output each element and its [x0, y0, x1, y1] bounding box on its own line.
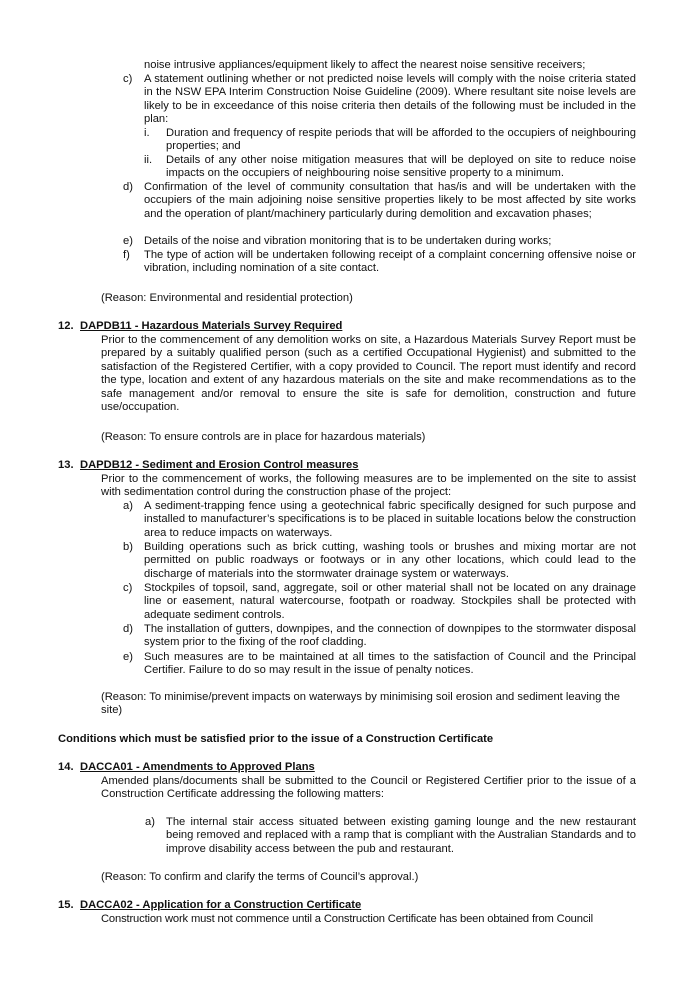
list-text: Stockpiles of topsoil, sand, aggregate, soil or other material shall not be located on any drainage line or easement, natural watercourse, footpath or roadway. Stockpiles shall be protected with adequate sediment controls. [144, 582, 636, 621]
list-label: f) [123, 249, 130, 261]
condition-number: 14. [58, 761, 74, 773]
sub-text: Details of any other noise mitigation measures that will be deployed on site to reduce noise impacts on the occupiers of neighbouring noise sensitive property to a minimum. [166, 154, 636, 180]
list-label: a) [123, 500, 133, 512]
list-item-c [123, 73, 636, 127]
list-text: A sediment-trapping fence using a geotechnical fabric specifically designed for such purpose and installed to manufacturer’s specifications is to be placed in suitable locations below the construction area to reduce impacts on waterways. [144, 500, 636, 539]
list-item-a [145, 816, 636, 856]
list-label: e) [123, 651, 133, 663]
section-heading: Conditions which must be satisfied prior to the issue of a Construction Certificate [58, 733, 494, 745]
sub-item-i [144, 127, 636, 154]
sub-text: Duration and frequency of respite periods that will be afforded to the occupiers of neighbouring properties; and [166, 127, 636, 153]
list-item-f [123, 249, 636, 276]
condition-number: 12. [58, 320, 74, 332]
list-item-c [123, 582, 636, 622]
list-label: e) [123, 235, 133, 247]
condition-body: Prior to the commencement of any demolition works on site, a Hazardous Materials Survey Report must be prepared by a suitably qualified person (such as a certified Occupational Hygienist) and submitted to the satisfaction of the Registered Certifier, with a copy provided to Council. The report must identify and record the type, location and extent of any hazardous materials on the site and make recommendations as to the safe management and/or removal to ensure the site is safe for demolition, construction and future use/occupation. [101, 334, 636, 414]
list-item-e [123, 235, 636, 248]
condition-heading: DACCA02 - Application for a Construction Certificate [80, 899, 362, 911]
list-item-d [123, 623, 636, 650]
condition-number: 15. [58, 899, 74, 911]
reason-text: (Reason: To ensure controls are in place for hazardous materials) [101, 431, 426, 443]
list-text: Details of the noise and vibration monitoring that is to be undertaken during works; [144, 235, 552, 247]
condition-body: Prior to the commencement of works, the following measures are to be implemented on the site to assist with sedimentation control during the construction phase of the project: [101, 473, 636, 499]
sub-label: ii. [144, 154, 153, 166]
list-item-b [123, 541, 636, 581]
list-item-d [123, 181, 636, 221]
condition-number: 13. [58, 459, 74, 471]
list-label: c) [123, 582, 133, 594]
condition-heading: DAPDB11 - Hazardous Materials Survey Required [80, 320, 343, 332]
list-text: Such measures are to be maintained at all times to the satisfaction of Council and the Principal Certifier. Failure to do so may result in the issue of penalty notices. [144, 651, 636, 677]
sub-item-ii [144, 154, 636, 181]
list-text: The internal stair access situated between existing gaming lounge and the new restaurant being removed and replaced with a ramp that is compliant with the Australian Standards and to improve disability access between the pub and restaurant. [166, 816, 636, 855]
list-label: b) [123, 541, 133, 553]
list-item-a [123, 500, 636, 540]
reason-text: (Reason: To minimise/prevent impacts on waterways by minimising soil erosion and sediment leaving the site) [101, 691, 621, 717]
continuation-line: noise intrusive appliances/equipment likely to affect the nearest noise sensitive receivers; [144, 59, 586, 71]
list-text: The installation of gutters, downpipes, and the connection of downpipes to the stormwater disposal system prior to the fixing of the roof cladding. [144, 623, 636, 649]
condition-body: Construction work must not commence until a Construction Certificate has been obtained from Council [101, 913, 593, 925]
list-text: The type of action will be undertaken following receipt of a complaint concerning offensive noise or vibration, including nomination of a site contact. [144, 249, 636, 275]
condition-heading: DACCA01 - Amendments to Approved Plans [80, 761, 315, 773]
list-text: Confirmation of the level of community consultation that has/is and will be undertaken with the occupiers of the main adjoining noise sensitive properties likely to be most affected by site works and the operation of plant/machinery particularly during demolition and excavation phases; [144, 181, 636, 220]
list-label: c) [123, 73, 133, 85]
list-label: a) [145, 816, 155, 828]
list-text: Building operations such as brick cutting, washing tools or brushes and mixing mortar are not permitted on public roadways or footways or in any other locations, which could lead to the discharge of materials into the stormwater drainage system or waterways. [144, 541, 636, 580]
list-item-e [123, 651, 636, 678]
condition-heading: DAPDB12 - Sediment and Erosion Control measures [80, 459, 359, 471]
sub-label: i. [144, 127, 150, 139]
reason-text: (Reason: Environmental and residential protection) [101, 292, 353, 304]
condition-body: Amended plans/documents shall be submitted to the Council or Registered Certifier prior to the issue of a Construction Certificate addressing the following matters: [101, 775, 636, 801]
list-text: A statement outlining whether or not predicted noise levels will comply with the noise criteria stated in the NSW EPA Interim Construction Noise Guideline (2009). Where resultant site noise levels are likely to be in exceedance of this noise criteria then details of the following must be included in the plan: [144, 73, 636, 126]
reason-text: (Reason: To confirm and clarify the terms of Council’s approval.) [101, 871, 419, 883]
list-label: d) [123, 623, 133, 635]
list-label: d) [123, 181, 133, 193]
